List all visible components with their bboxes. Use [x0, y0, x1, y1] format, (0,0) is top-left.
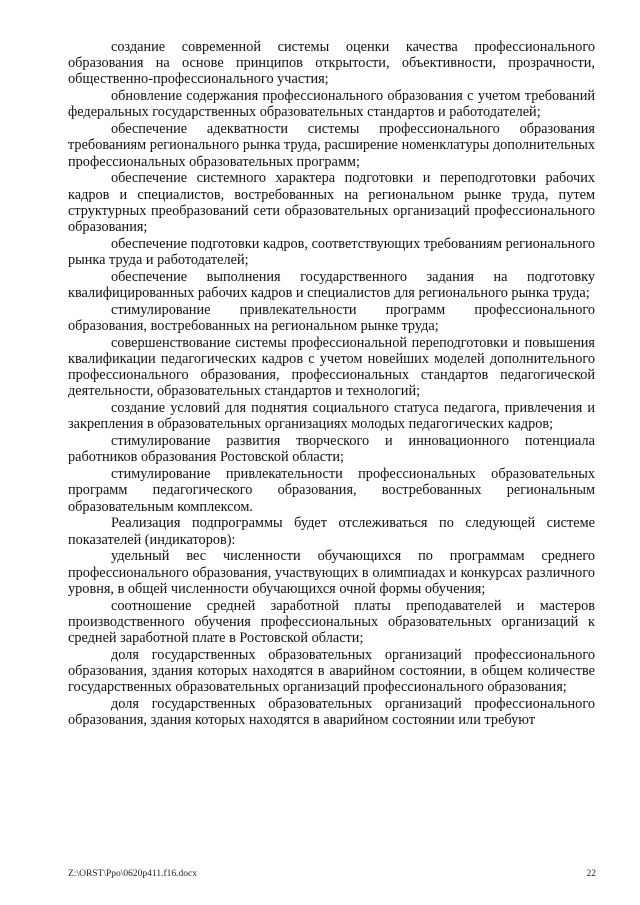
paragraph: обновление содержания профессионального образования с учетом требований федеральных государственных образовательных стандартов и работодателей;: [68, 88, 595, 121]
paragraph: создание условий для поднятия социального статуса педагога, привлечения и закрепления в образовательных организациях молодых педагогических кадров;: [68, 400, 595, 433]
document-body: [68, 39, 595, 729]
paragraph: доля государственных образовательных организаций профессионального образования, здания которых находятся в аварийном состоянии или требуют: [68, 696, 595, 729]
paragraph: Реализация подпрограммы будет отслеживаться по следующей системе показателей (индикаторов):: [68, 515, 595, 548]
paragraph: доля государственных образовательных организаций профессионального образования, здания которых находятся в аварийном состоянии, в общем количестве государственных образовательных организаций профессионального образования;: [68, 646, 595, 696]
paragraph: удельный вес численности обучающихся по программам среднего профессионального образования, участвующих в олимпиадах и конкурсах различного уровня, в общей численности обучающихся очной формы обучения;: [68, 548, 595, 597]
paragraph: обеспечение адекватности системы профессионального образования требованиям регионального рынка труда, расширение номенклатуры дополнительных профессиональных образовательных программ;: [68, 121, 595, 170]
paragraph: совершенствование системы профессиональной переподготовки и повышения квалификации педагогических кадров с учетом новейших моделей дополнительного профессионального образования, профессиональных стандартов педагогической деятельности, образовательных стандартов и технологий;: [68, 334, 595, 400]
paragraph: обеспечение выполнения государственного задания на подготовку квалифицированных рабочих кадров и специалистов для регионального рынка труда;: [68, 268, 595, 302]
page-number: 22: [586, 869, 596, 879]
paragraph: соотношение средней заработной платы преподавателей и мастеров производственного обучения профессиональных образовательных организаций к средней заработной плате в Ростовской области;: [68, 597, 595, 647]
paragraph: обеспечение подготовки кадров, соответствующих требованиям регионального рынка труда и работодателей;: [68, 235, 595, 269]
paragraph: стимулирование развития творческого и инновационного потенциала работников образования Ростовской области;: [68, 433, 595, 466]
paragraph: стимулирование привлекательности профессиональных образовательных программ педагогического образования, востребованных региональным образовательным комплексом.: [68, 466, 595, 515]
paragraph: создание современной системы оценки качества профессионального образования на основе принципов открытости, объективности, прозрачности, общественно-профессионального участия;: [68, 39, 595, 88]
paragraph: стимулирование привлекательности программ профессионального образования, востребованных на региональном рынке труда;: [68, 301, 595, 335]
footer-file-path: Z:\ORST\Ppo\0620p411.f16.docx: [68, 869, 197, 879]
paragraph: обеспечение системного характера подготовки и переподготовки рабочих кадров и специалистов, востребованных на региональном рынке труда, путем структурных преобразований сети образовательных организаций профессионального образования;: [68, 170, 595, 236]
